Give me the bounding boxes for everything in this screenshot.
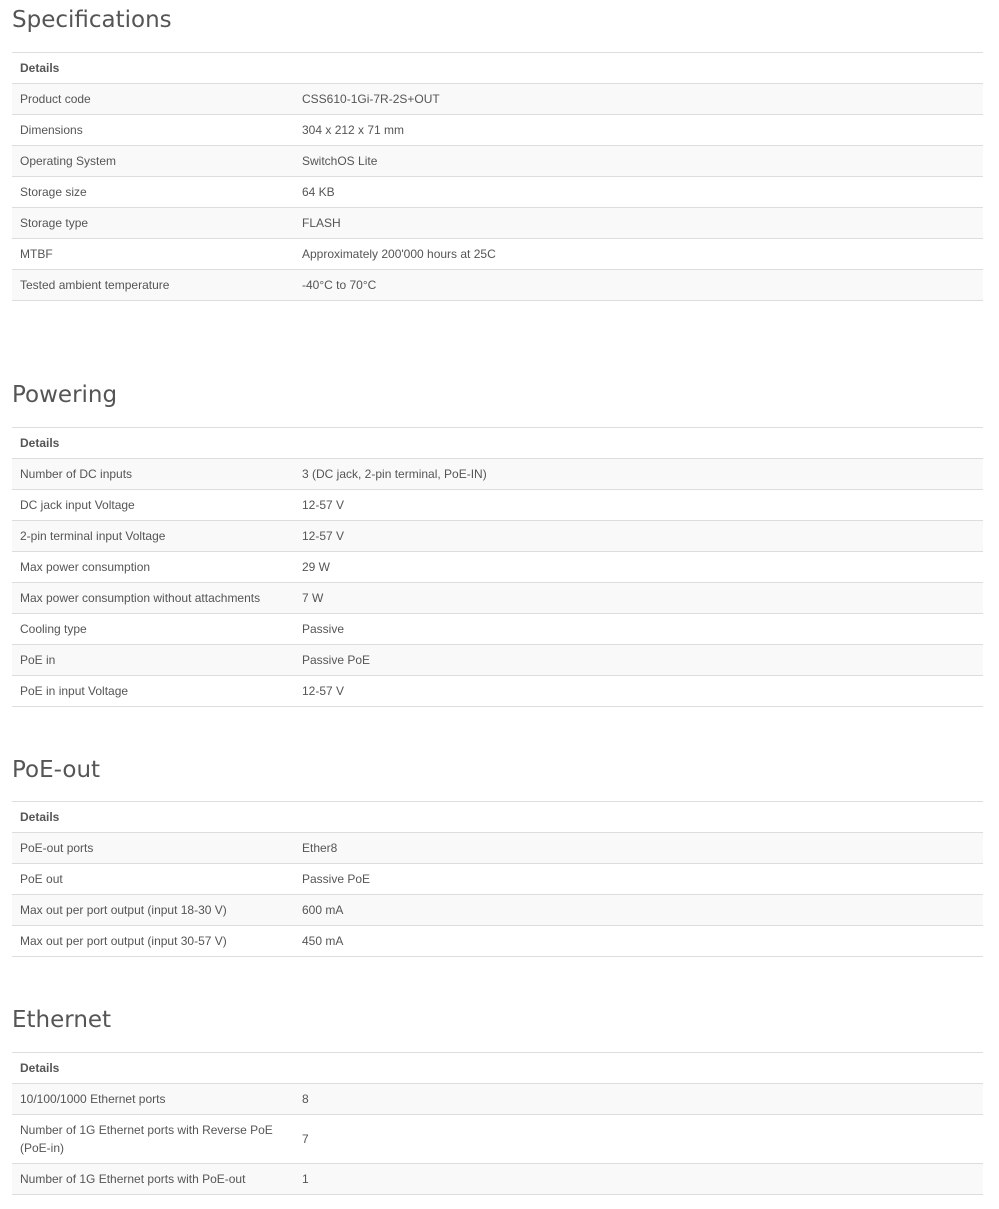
table-header-row <box>12 802 983 833</box>
table-row <box>12 583 983 614</box>
row-label: Max out per port output (input 18-30 V) <box>12 895 294 926</box>
row-value: Passive PoE <box>294 645 983 676</box>
table-row <box>12 833 983 864</box>
row-value: Passive <box>294 614 983 645</box>
table-row <box>12 614 983 645</box>
row-label: Cooling type <box>12 614 294 645</box>
row-value: CSS610-1Gi-7R-2S+OUT <box>294 84 983 115</box>
row-value: 7 <box>294 1115 983 1164</box>
table-row <box>12 459 983 490</box>
row-label: Storage size <box>12 177 294 208</box>
row-label: Dimensions <box>12 115 294 146</box>
table-header: Details <box>12 428 983 459</box>
row-label: 2-pin terminal input Voltage <box>12 521 294 552</box>
row-label: PoE out <box>12 864 294 895</box>
row-label: Number of 1G Ethernet ports with Reverse PoE (PoE-in) <box>12 1115 294 1164</box>
table-row <box>12 270 983 301</box>
row-value: 600 mA <box>294 895 983 926</box>
section-title: Ethernet <box>12 1007 112 1033</box>
row-value: 304 x 212 x 71 mm <box>294 115 983 146</box>
table-row <box>12 146 983 177</box>
row-value: FLASH <box>294 208 983 239</box>
table-header: Details <box>12 802 983 833</box>
row-value: 7 W <box>294 583 983 614</box>
table-row <box>12 676 983 707</box>
row-label: Max out per port output (input 30-57 V) <box>12 926 294 957</box>
section-title: Specifications <box>12 7 172 33</box>
table-header-row <box>12 1053 983 1084</box>
table-row <box>12 552 983 583</box>
row-value: SwitchOS Lite <box>294 146 983 177</box>
row-value: 3 (DC jack, 2-pin terminal, PoE-IN) <box>294 459 983 490</box>
table-row <box>12 1115 983 1164</box>
table-header: Details <box>12 53 983 84</box>
table-header: Details <box>12 1053 983 1084</box>
table-row <box>12 84 983 115</box>
row-label: Max power consumption without attachments <box>12 583 294 614</box>
row-label: Max power consumption <box>12 552 294 583</box>
row-value: 12-57 V <box>294 676 983 707</box>
row-value: -40°C to 70°C <box>294 270 983 301</box>
row-value: Ether8 <box>294 833 983 864</box>
row-value: 64 KB <box>294 177 983 208</box>
row-label: PoE in <box>12 645 294 676</box>
table-header-row <box>12 53 983 84</box>
table-row <box>12 521 983 552</box>
table-row <box>12 208 983 239</box>
table-row <box>12 115 983 146</box>
table-row <box>12 895 983 926</box>
row-value: 8 <box>294 1084 983 1115</box>
table-row <box>12 926 983 957</box>
table-row <box>12 177 983 208</box>
row-value: 12-57 V <box>294 521 983 552</box>
row-label: PoE-out ports <box>12 833 294 864</box>
table-row <box>12 490 983 521</box>
spec-table <box>12 52 983 301</box>
row-value: Passive PoE <box>294 864 983 895</box>
table-header-row <box>12 428 983 459</box>
table-row <box>12 864 983 895</box>
row-label: Operating System <box>12 146 294 177</box>
row-value: Approximately 200'000 hours at 25C <box>294 239 983 270</box>
row-label: Product code <box>12 84 294 115</box>
spec-table <box>12 427 983 707</box>
row-label: Storage type <box>12 208 294 239</box>
row-label: Tested ambient temperature <box>12 270 294 301</box>
spec-table <box>12 801 983 957</box>
row-label: PoE in input Voltage <box>12 676 294 707</box>
row-value: 1 <box>294 1164 983 1195</box>
section-title: Powering <box>12 382 118 408</box>
table-row <box>12 239 983 270</box>
spec-table <box>12 1052 983 1195</box>
table-row <box>12 1164 983 1195</box>
row-label: Number of DC inputs <box>12 459 294 490</box>
row-label: 10/100/1000 Ethernet ports <box>12 1084 294 1115</box>
section-title: PoE-out <box>12 757 101 783</box>
row-label: Number of 1G Ethernet ports with PoE-out <box>12 1164 294 1195</box>
row-label: DC jack input Voltage <box>12 490 294 521</box>
row-label: MTBF <box>12 239 294 270</box>
row-value: 450 mA <box>294 926 983 957</box>
row-value: 29 W <box>294 552 983 583</box>
table-row <box>12 645 983 676</box>
table-row <box>12 1084 983 1115</box>
row-value: 12-57 V <box>294 490 983 521</box>
